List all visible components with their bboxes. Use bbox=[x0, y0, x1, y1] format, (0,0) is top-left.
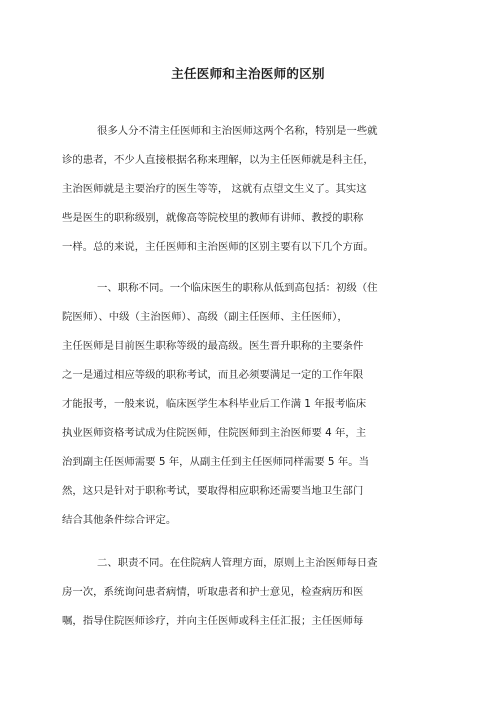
document-title: 主任医师和主治医师的区别 bbox=[171, 66, 325, 81]
paragraph-2-line-4: 之一是通过相应等级的职称考试，而且必须要满足一定的工作年限 bbox=[62, 369, 364, 381]
paragraph-2-line-8: 然，这只是针对于职称考试，要取得相应职称还需要当地卫生部门 bbox=[62, 485, 364, 497]
paragraph-2-line-3: 主任医师是目前医生职称等级的最高级。医生晋升职称的主要条件 bbox=[62, 340, 364, 352]
paragraph-2-line-5: 才能报考，一般来说，临床医学生本科毕业后工作满 1 年报考临床 bbox=[62, 398, 367, 410]
paragraph-2-line-1: 一、职称不同。一个临床医生的职称从低到高包括：初级（住 bbox=[97, 282, 378, 294]
paragraph-2-line-6: 执业医师资格考试成为住院医师，住院医师到主治医师要 4 年，主 bbox=[62, 427, 367, 439]
paragraph-2-line-2: 院医师）、中级（主治医师）、高级（副主任医师、主任医师）， bbox=[62, 311, 348, 323]
paragraph-1-line-4: 些是医生的职称级别，就像高等院校里的教师有讲师、教授的职称 bbox=[62, 212, 364, 224]
paragraph-2-line-9: 结合其他条件综合评定。 bbox=[62, 514, 177, 526]
paragraph-1-line-1: 很多人分不清主任医师和主治医师这两个名称，特别是一些就 bbox=[97, 125, 378, 137]
paragraph-3-line-3: 嘱，指导住院医师诊疗，并向主任医师或科主任汇报；主任医师每 bbox=[62, 615, 364, 627]
paragraph-1-line-2: 诊的患者，不少人直接根据名称来理解，以为主任医师就是科主任， bbox=[62, 154, 374, 166]
paragraph-1-line-3: 主治医师就是主要治疗的医生等等， 这就有点望文生义了。其实这 bbox=[62, 183, 367, 195]
paragraph-1-line-5: 一样。总的来说，主任医师和主治医师的区别主要有以下几个方面。 bbox=[62, 241, 374, 253]
paragraph-3-line-2: 房一次，系统询问患者病情，听取患者和护士意见，检查病历和医 bbox=[62, 586, 364, 598]
paragraph-3-line-1: 二、职责不同。在住院病人管理方面，原则上主治医师每日查 bbox=[97, 557, 378, 569]
paragraph-2-line-7: 治到副主任医师需要 5 年，从副主任到主任医师同样需要 5 年。当 bbox=[62, 456, 369, 468]
